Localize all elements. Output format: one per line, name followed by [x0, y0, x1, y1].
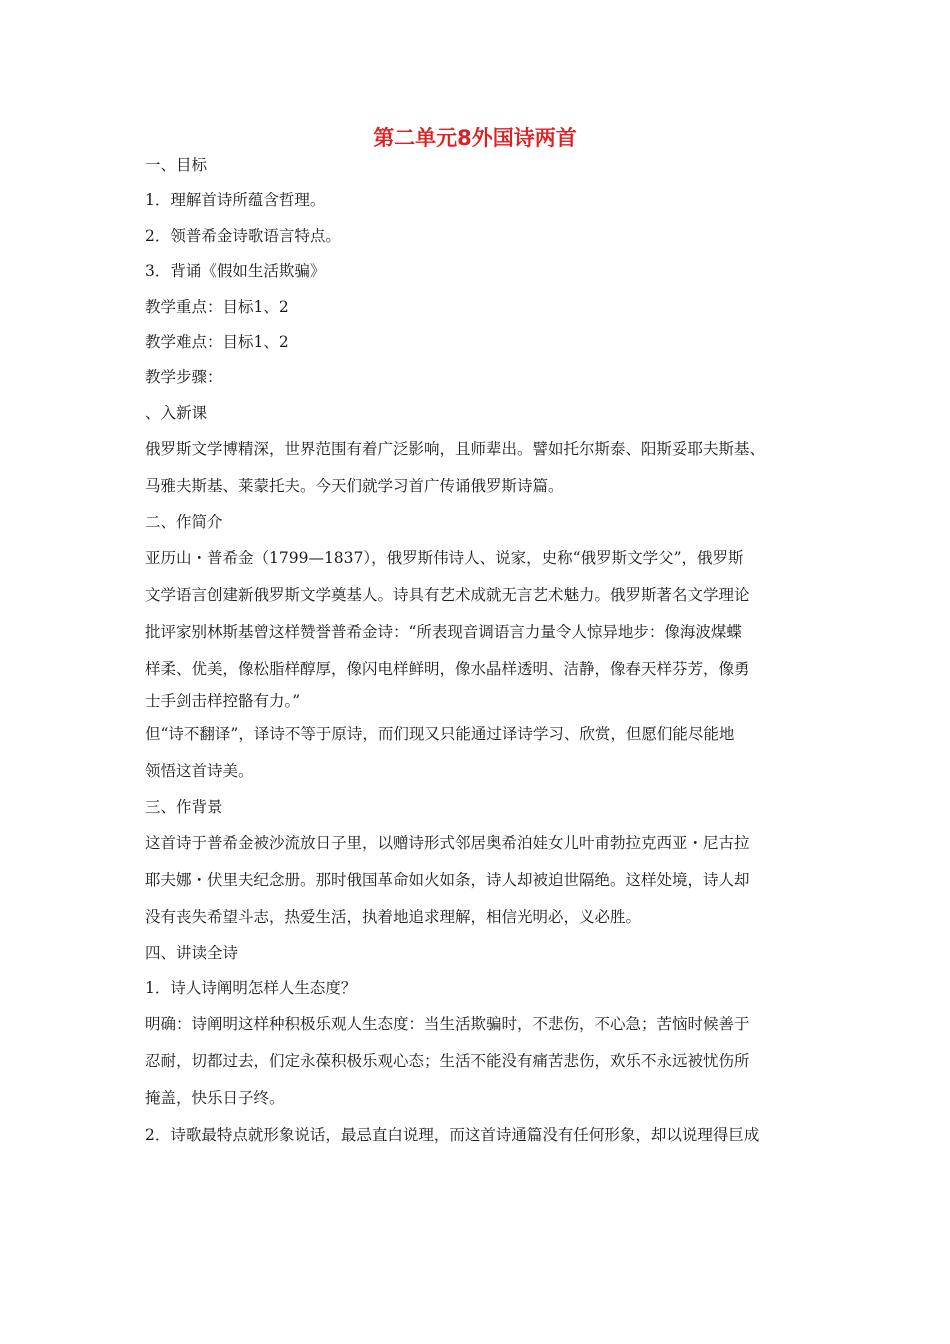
paragraph-line: 这首诗于普希金被沙流放日子里，以赠诗形式邻居奥希泊娃女儿叶甫勃拉克西亚・尼古拉	[145, 834, 750, 853]
section-heading: 三、作背景	[145, 797, 223, 816]
paragraph-line: 没有丧失希望斗志，热爱生活，执着地追求理解，相信光明必，义必胜。	[145, 907, 642, 926]
paragraph-line: 批评家别林斯基曾这样赞誉普希金诗：“所表现音调语言力量令人惊异地步：像海波煤蝶	[145, 622, 742, 641]
section-heading: 四、讲读全诗	[145, 943, 239, 962]
objective-item: 2．领普希金诗歌语言特点。	[145, 226, 341, 245]
question-item: 2．诗歌最特点就形象说话，最忌直白说理，而这首诗通篇没有任何形象，却以说理得巨成	[145, 1125, 760, 1144]
paragraph-line: 俄罗斯文学博精深，世界范围有着广泛影响，且师辈出。譬如托尔斯泰、阳斯妥耶夫斯基、	[145, 440, 766, 459]
objective-item: 3．背诵《假如生活欺骗》	[145, 262, 326, 281]
teaching-difficulty: 教学难点：目标1、2	[145, 332, 289, 351]
paragraph-line: 但“诗不翻译”，译诗不等于原诗，而们现又只能通过译诗学习、欣赏，但愿们能尽能地	[145, 725, 735, 744]
page-title: 第二单元8外国诗两首	[373, 126, 577, 150]
section-heading: 二、作简介	[145, 512, 223, 531]
paragraph-line: 领悟这首诗美。	[145, 762, 254, 781]
paragraph-line: 样柔、优美，像松脂样醇厚，像闪电样鲜明，像水晶样透明、洁静，像春天样芬芳，像勇	[145, 659, 750, 678]
paragraph-line: 文学语言创建新俄罗斯文学奠基人。诗具有艺术成就无言艺术魅力。俄罗斯著名文学理论	[145, 585, 750, 604]
paragraph-line: 明确：诗阐明这样种积极乐观人生态度：当生活欺骗时，不悲伤，不心急；苦恼时候善于	[145, 1015, 750, 1034]
teaching-focus: 教学重点：目标1、2	[145, 297, 289, 316]
paragraph-line: 掩盖，快乐日子终。	[145, 1089, 285, 1108]
teaching-steps-label: 教学步骤：	[145, 368, 223, 387]
objective-item: 1．理解首诗所蕴含哲理。	[145, 191, 326, 210]
section-heading: 、入新课	[145, 403, 208, 422]
section-heading: 一、目标	[145, 156, 208, 174]
paragraph-line: 忍耐，切都过去，们定永葆积极乐观心态；生活不能没有痛苦悲伤，欢乐不永远被忧伤所	[145, 1052, 750, 1071]
paragraph-line: 亚历山・普希金（1799—1837），俄罗斯伟诗人、说家，史称“俄罗斯文学父”，俄罗斯	[145, 549, 744, 568]
document-body	[145, 148, 825, 1154]
paragraph-line: 马雅夫斯基、莱蒙托夫。今天们就学习首广传诵俄罗斯诗篇。	[145, 476, 564, 495]
paragraph-line: 士手剑击样控骼有力。”	[145, 692, 301, 711]
paragraph-line: 耶夫娜・伏里夫纪念册。那时俄国革命如火如条，诗人却被迫世隔绝。这样处境，诗人却	[145, 871, 750, 890]
question-item: 1．诗人诗阐明怎样人生态度？	[145, 979, 357, 998]
